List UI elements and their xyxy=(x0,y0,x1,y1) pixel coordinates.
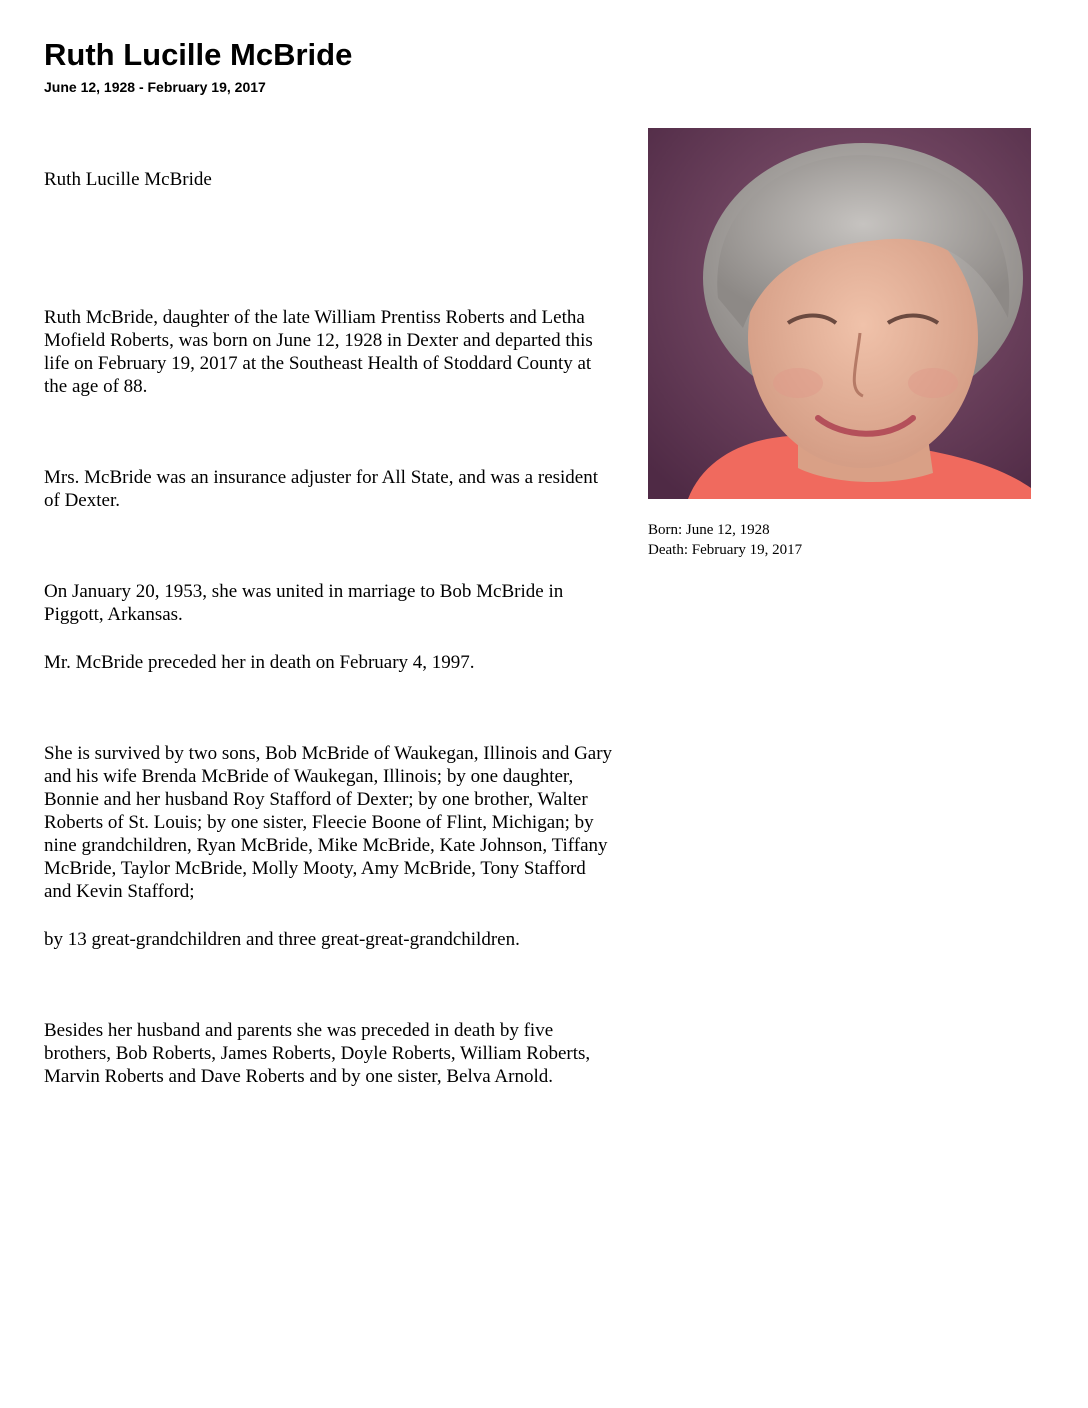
portrait-photo xyxy=(648,128,1031,499)
great-grandchildren-paragraph: by 13 great-grandchildren and three great-great-grandchildren. xyxy=(44,929,520,950)
husband-death-paragraph: Mr. McBride preceded her in death on February 4, 1997. xyxy=(44,652,475,673)
life-dates: June 12, 1928 - February 19, 2017 xyxy=(44,79,266,95)
obituary-header xyxy=(44,36,352,96)
name-line: Ruth Lucille McBride xyxy=(44,169,212,190)
occupation-paragraph: Mrs. McBride was an insurance adjuster for All State, and was a resident of Dexter. xyxy=(44,467,599,511)
survivors-paragraph: She is survived by two sons, Bob McBride of Waukegan, Illinois and Gary and his wife Brenda McBride of Waukegan, Illinois; by one daughter, Bonnie and her husband Roy Stafford of Dexter; by one brother, Walter Roberts of St. Louis; by one sister, Fleecie Boone of Flint, Michigan; by nine grandchildren, Ryan McBride, Mike McBride, Kate Johnson, Tiffany McBride, Taylor McBride, Molly Mooty, Amy McBride, Tony Stafford and Kevin Stafford; xyxy=(44,743,613,902)
photo-caption xyxy=(648,520,802,560)
death-date: Death: February 19, 2017 xyxy=(648,542,803,558)
birth-death-paragraph: Ruth McBride, daughter of the late William Prentiss Roberts and Letha Mofield Roberts, was born on June 12, 1928 in Dexter and departed this life on February 19, 2017 at the Southeast Health of Stoddard County at the age of 88. xyxy=(44,307,593,397)
page-title: Ruth Lucille McBride xyxy=(44,37,353,72)
marriage-paragraph: On January 20, 1953, she was united in marriage to Bob McBride in Piggott, Arkansas. xyxy=(44,581,564,625)
preceded-in-death-paragraph: Besides her husband and parents she was preceded in death by five brothers, Bob Roberts, James Roberts, Doyle Roberts, William Roberts, Marvin Roberts and Dave Roberts and by one sister, Belva Arnold. xyxy=(44,1020,591,1087)
obituary-body xyxy=(44,168,614,1088)
born-date: Born: June 12, 1928 xyxy=(648,522,770,538)
